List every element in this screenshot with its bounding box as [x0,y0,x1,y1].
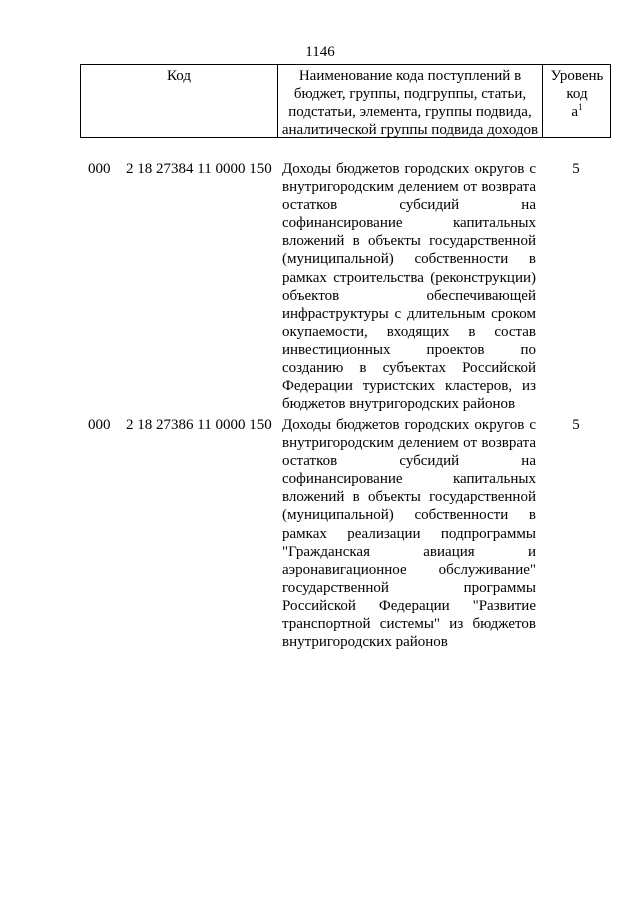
row-name: Доходы бюджетов городских округов с внутригородским делением от возврата остатков субсидий на софинансирование капитальных вложений в объекты государственной (муниципальной) собственности в рамках реализации подпрограммы "Гражданская авиация и аэронавигационное обслуживание" государственной программы Российской Федерации "Развитие транспортной системы" из бюджетов внутригородских районов [282,417,536,651]
header-code: Код [81,65,278,137]
header-name: Наименование кода поступлений в бюджет, группы, подгруппы, статьи, подстатьи, элемента, группы подвида, аналитической группы подвида доходов [278,65,543,137]
footnote-marker: 1 [578,102,583,112]
row-code: 2 18 27386 11 0000 150 [126,417,272,433]
header-level [543,65,611,137]
row-level: 5 [572,161,580,177]
page-number: 1146 [305,44,335,60]
table-header [80,64,611,138]
row-name: Доходы бюджетов городских округов с внутригородским делением от возврата остатков субсидий на софинансирование капитальных вложений в объекты государственной (муниципальной) собственности в рамках строительства (реконструкции) объектов обеспечивающей инфраструктуры с длительным сроком окупаемости, входящих в состав инвестиционных проектов по созданию в субъектах Российской Федерации туристских кластеров, из бюджетов внутригородских районов [282,161,536,413]
row-code-prefix: 000 [88,417,111,433]
row-code-prefix: 000 [88,161,111,177]
header-level-label: Уровень код [550,68,604,102]
header-level-label-end: а [571,104,579,120]
row-code: 2 18 27384 11 0000 150 [126,161,272,177]
row-level: 5 [572,417,580,433]
